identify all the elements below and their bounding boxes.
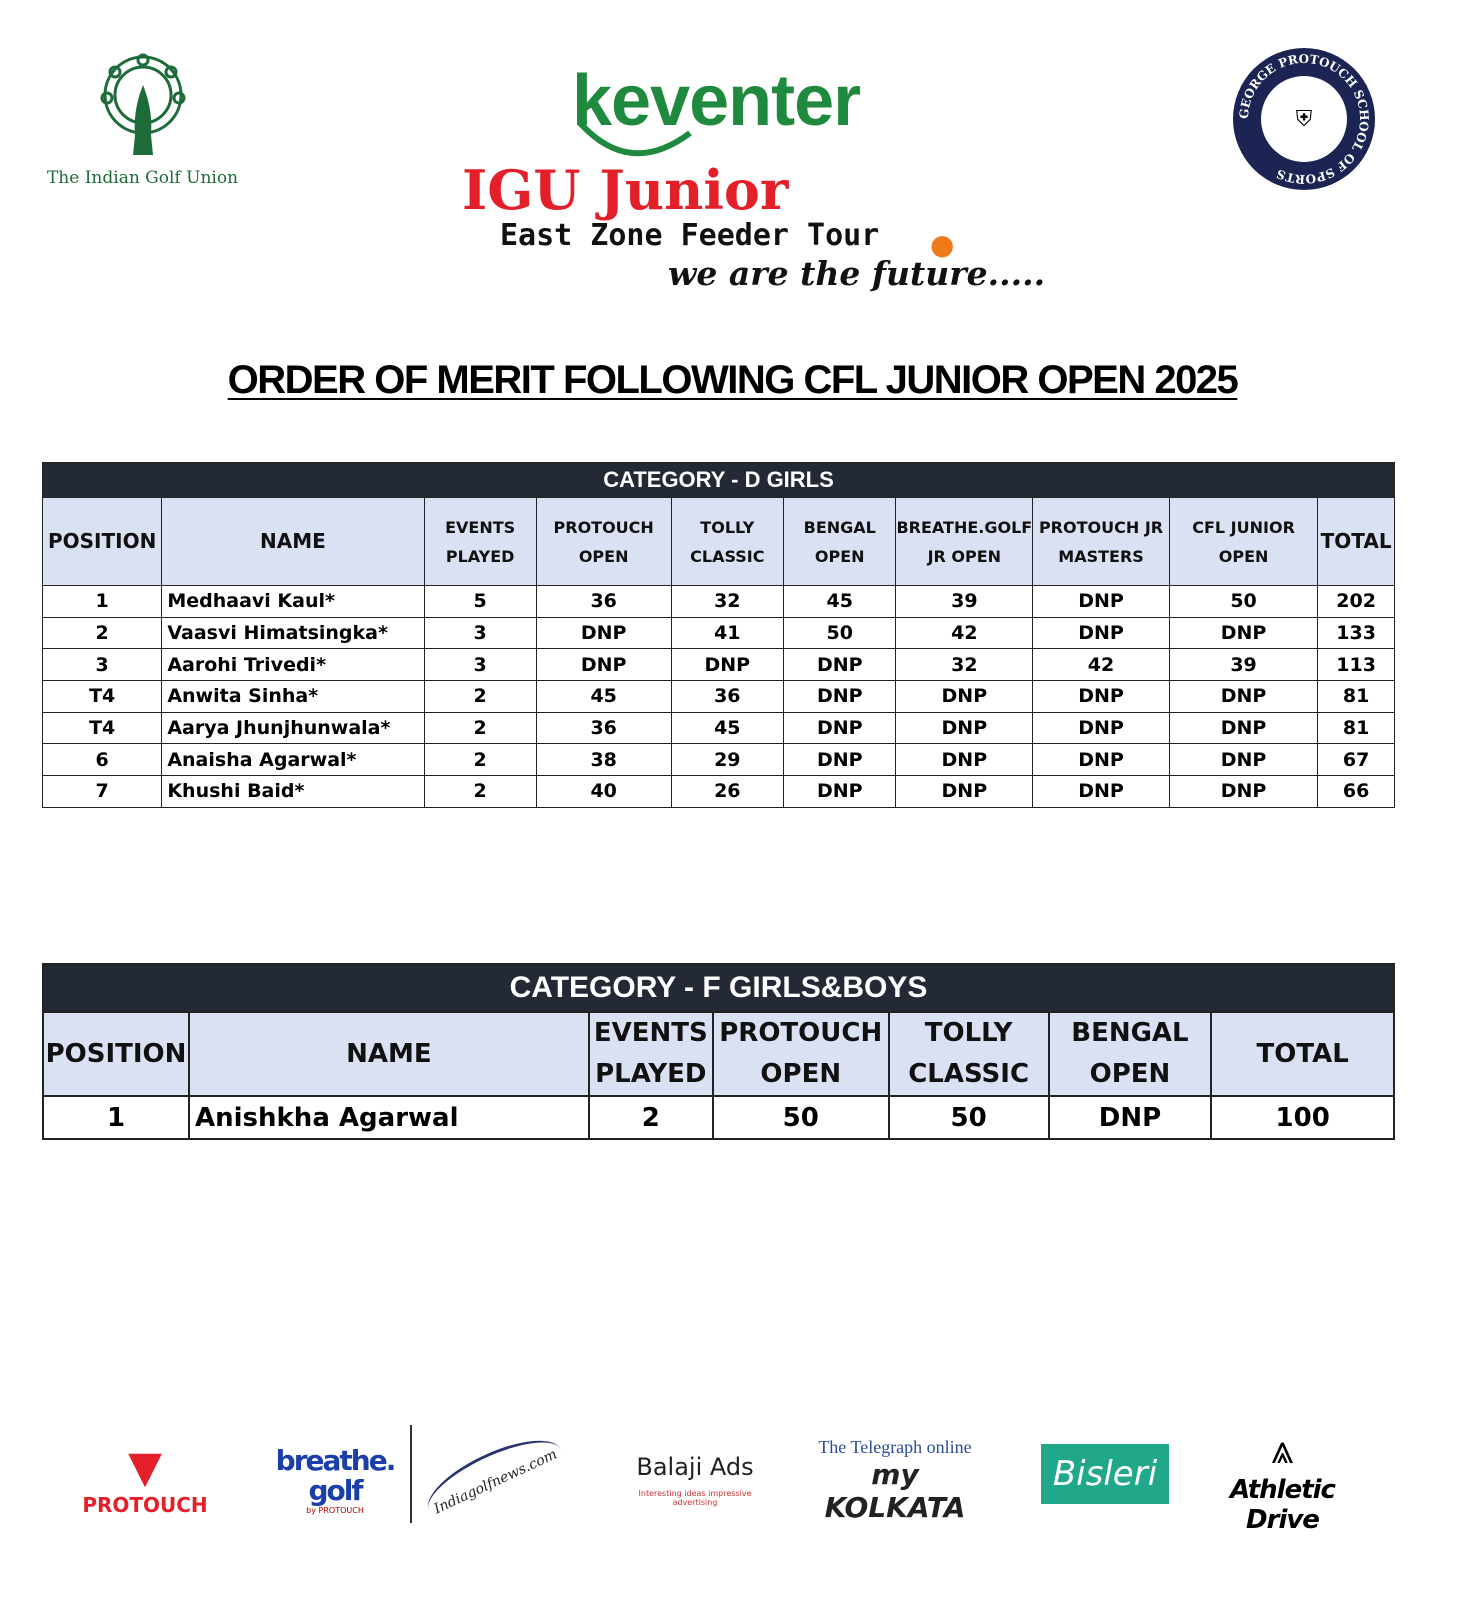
- table-row: [43, 586, 1395, 618]
- keventer-brand: keventer: [572, 61, 861, 141]
- table-cell: DNP: [1033, 586, 1170, 618]
- table-cell: DNP: [784, 776, 896, 808]
- shield-icon: ⛨: [1261, 76, 1347, 162]
- column-header: POSITION: [43, 498, 162, 586]
- table-row: [43, 649, 1395, 681]
- table-cell: 113: [1318, 649, 1395, 681]
- table-cell: 6: [43, 744, 162, 776]
- table-cell: DNP: [1169, 712, 1317, 744]
- table-cell: 29: [671, 744, 784, 776]
- table-cell: DNP: [784, 681, 896, 713]
- table-cell: 39: [1169, 649, 1317, 681]
- protouch-emblem-icon: ▼: [128, 1442, 162, 1493]
- column-header: CFL JUNIOR OPEN: [1169, 498, 1317, 586]
- page-title: ORDER OF MERIT FOLLOWING CFL JUNIOR OPEN 2025: [227, 358, 1238, 402]
- table-cell: DNP: [1169, 681, 1317, 713]
- column-header: NAME: [162, 498, 424, 586]
- column-header: BENGAL OPEN: [784, 498, 896, 586]
- indian-golf-union-logo: [40, 50, 245, 188]
- table-cell: DNP: [1049, 1096, 1212, 1139]
- sponsor-athletic-drive: ⩓ Athletic Drive: [1230, 1427, 1335, 1535]
- table-cell: 2: [424, 681, 536, 713]
- table-cell: 50: [784, 617, 896, 649]
- divider: [410, 1425, 412, 1523]
- table-cell: 45: [784, 586, 896, 618]
- table-cell: T4: [43, 681, 162, 713]
- table-cell: DNP: [536, 617, 671, 649]
- column-header: EVENTS PLAYED: [589, 1012, 713, 1096]
- east-zone-text: East Zone Feeder Tour: [500, 218, 880, 253]
- table-cell: 2: [424, 776, 536, 808]
- table-row: [43, 617, 1395, 649]
- table-cell: 50: [889, 1096, 1049, 1139]
- table-cell: DNP: [1033, 681, 1170, 713]
- table-row: [43, 681, 1395, 713]
- table-cell: 100: [1211, 1096, 1394, 1139]
- table-cell: 2: [424, 744, 536, 776]
- column-header: TOLLY CLASSIC: [889, 1012, 1049, 1096]
- table-cell: DNP: [784, 744, 896, 776]
- column-header: BREATHE.GOLF JR OPEN: [896, 498, 1033, 586]
- table-row: [43, 712, 1395, 744]
- column-header: TOTAL: [1211, 1012, 1394, 1096]
- table-cell: 26: [671, 776, 784, 808]
- table-cell: 2: [589, 1096, 713, 1139]
- table-cell: 36: [536, 712, 671, 744]
- player-name: Anishkha Agarwal: [189, 1096, 589, 1139]
- player-name: Aarohi Trivedi*: [162, 649, 424, 681]
- player-name: Aarya Jhunjhunwala*: [162, 712, 424, 744]
- column-header: PROTOUCH JR MASTERS: [1033, 498, 1170, 586]
- sponsor-breathe-golf: breathe. golf by PROTOUCH: [275, 1443, 395, 1515]
- table-cell: 42: [1033, 649, 1170, 681]
- column-header: TOLLY CLASSIC: [671, 498, 784, 586]
- table-cell: DNP: [1169, 744, 1317, 776]
- table-cell: 32: [671, 586, 784, 618]
- table-cell: 50: [1169, 586, 1317, 618]
- category-f-caption: CATEGORY - F GIRLS&BOYS: [43, 964, 1394, 1012]
- golf-ball-icon: ●: [930, 228, 955, 261]
- table-cell: 3: [43, 649, 162, 681]
- table-cell: 133: [1318, 617, 1395, 649]
- table-cell: 45: [671, 712, 784, 744]
- table-cell: DNP: [1033, 617, 1170, 649]
- table-cell: 39: [896, 586, 1033, 618]
- table-cell: 2: [43, 617, 162, 649]
- sponsor-telegraph: The Telegraph online my KOLKATA: [818, 1436, 972, 1524]
- table-cell: 3: [424, 617, 536, 649]
- table-cell: DNP: [784, 712, 896, 744]
- category-f-table: [42, 963, 1395, 1140]
- table-cell: DNP: [1033, 776, 1170, 808]
- table-cell: 66: [1318, 776, 1395, 808]
- player-name: Medhaavi Kaul*: [162, 586, 424, 618]
- column-header: PROTOUCH OPEN: [713, 1012, 889, 1096]
- igu-junior-text: IGU Junior: [462, 158, 789, 222]
- column-header: TOTAL: [1318, 498, 1395, 586]
- table-cell: 5: [424, 586, 536, 618]
- sponsor-protouch: ▼ PROTOUCH: [82, 1442, 208, 1517]
- table-cell: 36: [671, 681, 784, 713]
- table-cell: 42: [896, 617, 1033, 649]
- table-cell: T4: [43, 712, 162, 744]
- peacock-icon: [93, 50, 193, 160]
- school-seal-icon: [1233, 48, 1375, 190]
- category-d-table: [42, 462, 1395, 808]
- igu-logo-text: The Indian Golf Union: [46, 168, 239, 188]
- table-cell: 67: [1318, 744, 1395, 776]
- table-cell: 1: [43, 586, 162, 618]
- column-header: BENGAL OPEN: [1049, 1012, 1212, 1096]
- table-cell: 202: [1318, 586, 1395, 618]
- table-cell: DNP: [896, 776, 1033, 808]
- table-cell: DNP: [536, 649, 671, 681]
- sponsor-balaji-ads: Balaji Ads Interesting ideas impressive advertising: [636, 1453, 754, 1507]
- table-cell: DNP: [1169, 617, 1317, 649]
- table-cell: 81: [1318, 681, 1395, 713]
- george-protouch-logo: [1233, 48, 1375, 190]
- table-cell: 40: [536, 776, 671, 808]
- table-cell: 50: [713, 1096, 889, 1139]
- tagline: we are the future.....: [668, 254, 1046, 293]
- column-header: EVENTS PLAYED: [424, 498, 536, 586]
- table-cell: 36: [536, 586, 671, 618]
- table-cell: DNP: [1033, 744, 1170, 776]
- table-cell: DNP: [671, 649, 784, 681]
- table-cell: 81: [1318, 712, 1395, 744]
- player-name: Vaasvi Himatsingka*: [162, 617, 424, 649]
- table-cell: 3: [424, 649, 536, 681]
- table-cell: DNP: [896, 744, 1033, 776]
- table-row: [43, 744, 1395, 776]
- table-cell: DNP: [784, 649, 896, 681]
- column-header: NAME: [189, 1012, 589, 1096]
- athletic-drive-emblem-icon: ⩓: [1271, 1427, 1294, 1473]
- table-row: [43, 1096, 1394, 1139]
- table-cell: 32: [896, 649, 1033, 681]
- sponsor-indiagolfnews: Indiagolfnews.com: [425, 1430, 565, 1530]
- table-cell: DNP: [896, 712, 1033, 744]
- table-row: [43, 776, 1395, 808]
- player-name: Anwita Sinha*: [162, 681, 424, 713]
- sponsor-bisleri: Bisleri: [1041, 1444, 1169, 1504]
- table-cell: 41: [671, 617, 784, 649]
- table-cell: 7: [43, 776, 162, 808]
- table-cell: DNP: [896, 681, 1033, 713]
- player-name: Khushi Baid*: [162, 776, 424, 808]
- table-cell: 38: [536, 744, 671, 776]
- table-cell: DNP: [1033, 712, 1170, 744]
- table-cell: 2: [424, 712, 536, 744]
- category-d-caption: CATEGORY - D GIRLS: [43, 463, 1395, 498]
- table-cell: DNP: [1169, 776, 1317, 808]
- table-cell: 1: [43, 1096, 189, 1139]
- player-name: Anaisha Agarwal*: [162, 744, 424, 776]
- column-header: POSITION: [43, 1012, 189, 1096]
- table-cell: 45: [536, 681, 671, 713]
- column-header: PROTOUCH OPEN: [536, 498, 671, 586]
- svg-text:GEORGE PROTOUCH SCHOOL OF SPOR: GEORGE PROTOUCH SCHOOL OF SPORTS: [1236, 51, 1372, 187]
